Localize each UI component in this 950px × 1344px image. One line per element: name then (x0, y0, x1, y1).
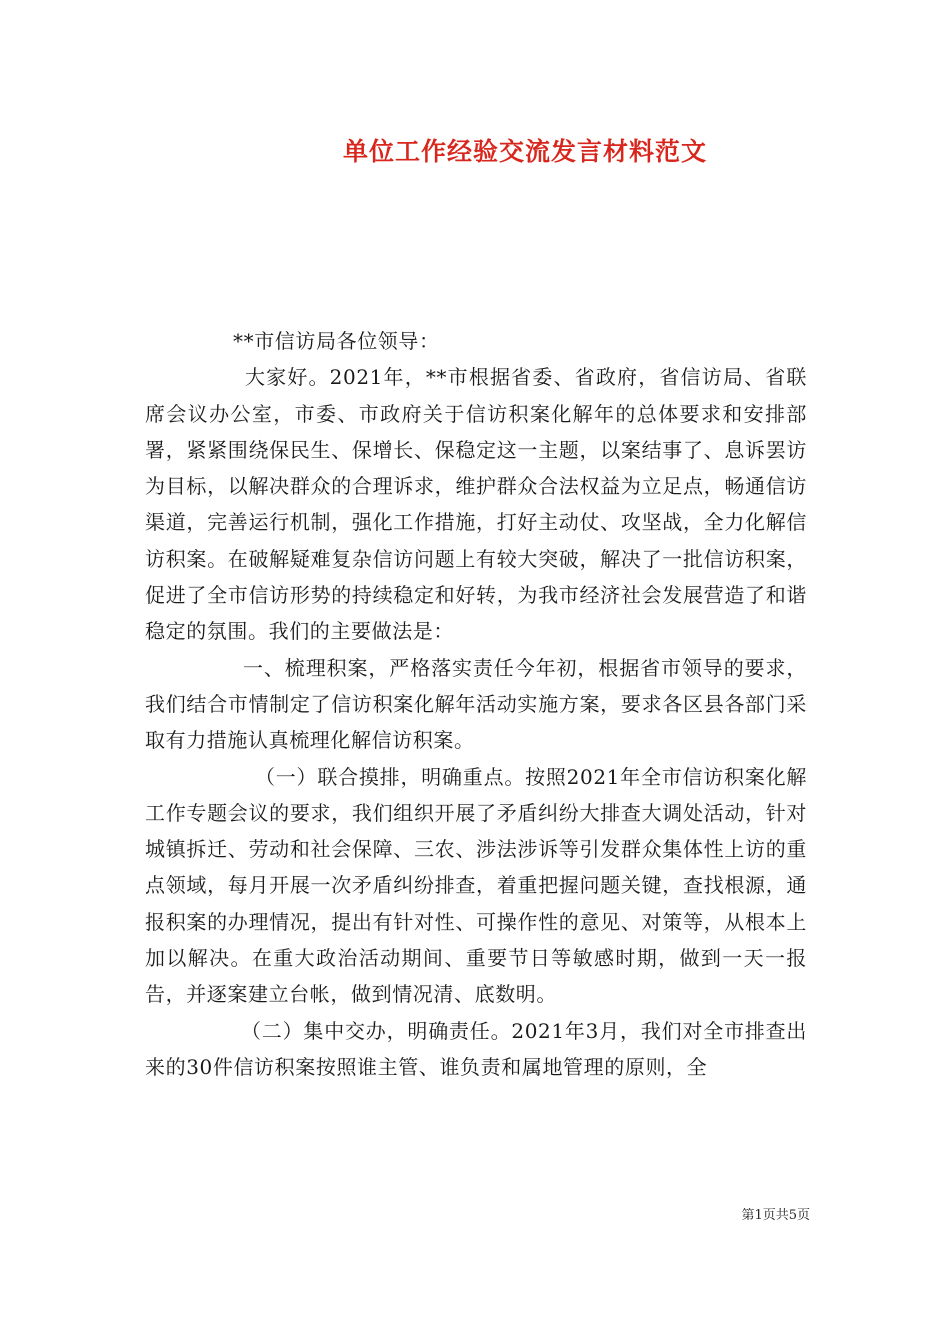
paragraph-intro: 大家好。2021年，**市根据省委、省政府，省信访局、省联席会议办公室，市委、市政府关于信访积案化解年的总体要求和安排部署，紧紧围绕保民生、保增长、保稳定这一主题，以案结事了、息诉罢访为目标，以解决群众的合理诉求，维护群众合法权益为立足点，畅通信访渠道，完善运行机制，强化工作措施，打好主动仗、攻坚战，全力化解信访积案。在破解疑难复杂信访问题上有较大突破，解决了一批信访积案，促进了全市信访形势的持续稳定和好转，为我市经济社会发展营造了和谐稳定的氛围。我们的主要做法是： (145, 365, 807, 644)
document-title: 单位工作经验交流发言材料范文 (342, 137, 707, 166)
page-number: 第1页共5页 (741, 1208, 810, 1223)
document-body (145, 323, 807, 1085)
paragraph-section-one: 一、梳理积案，严格落实责任今年初，根据省市领导的要求，我们结合市情制定了信访积案化解年活动实施方案，要求各区县各部门采取有力措施认真梳理化解信访积案。 (145, 655, 807, 753)
paragraph-subsection-two: （二）集中交办，明确责任。2021年3月，我们对全市排查出来的30件信访积案按照谁主管、谁负责和属地管理的原则，全 (145, 1018, 807, 1079)
salutation: **市信访局各位领导： (233, 329, 440, 353)
paragraph-subsection-one: （一）联合摸排，明确重点。按照2021年全市信访积案化解工作专题会议的要求，我们组织开展了矛盾纠纷大排查大调处活动，针对城镇拆迁、劳动和社会保障、三农、涉法涉诉等引发群众集体性上访的重点领域，每月开展一次矛盾纠纷排查，着重把握问题关键，查找根源，通报积案的办理情况，提出有针对性、可操作性的意见、对策等，从根本上加以解决。在重大政治活动期间、重要节日等敏感时期，做到一天一报告，并逐案建立台帐，做到情况清、底数明。 (145, 764, 807, 1007)
